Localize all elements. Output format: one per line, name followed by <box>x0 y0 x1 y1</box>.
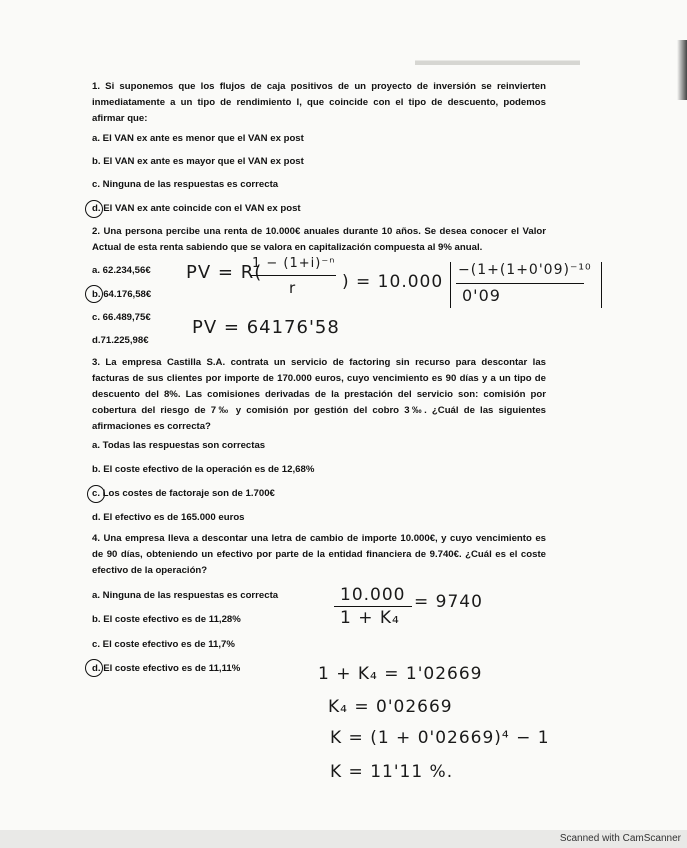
question-1-text: 1. Si suponemos que los flujos de caja positivos de un proyecto de inversión se reinvierten inmediatamente a un tipo de rendimiento I, que coincide con el tipo de descuento, podemos afirmar que: <box>92 81 546 124</box>
q2-option-c: c. 66.489,75€ <box>92 312 151 323</box>
hw-q2-bracket-bar <box>456 283 584 284</box>
q3-option-b: b. El coste efectivo de la operación es de 12,68% <box>92 464 315 475</box>
hw-q4-fraction-numerator: 10.000 <box>340 585 406 605</box>
question-2-text: 2. Una persona percibe una renta de 10.000€ anuales durante 10 años. Se desea conocer el Valor Actual de esta renta sabiendo que se valora en capitalización compuesta al 9% anual. <box>92 226 546 253</box>
q1-option-c: c. Ninguna de las respuestas es correcta <box>92 179 279 190</box>
hw-q4-line-2: K₄ = 0'02669 <box>328 697 453 717</box>
q4-option-d: d. El coste efectivo es de 11,11% <box>92 663 241 674</box>
camscanner-footer: Scanned with CamScanner <box>559 833 681 844</box>
hw-q4-fraction-denominator: 1 + K₄ <box>340 608 400 628</box>
answer-circle-q2 <box>85 285 103 303</box>
hw-q2-fraction-bar <box>250 275 336 276</box>
hw-q4-line-3: K = (1 + 0'02669)⁴ − 1 <box>330 728 550 748</box>
hw-q2-bracket-numerator: −(1+(1+0'09)⁻¹⁰ <box>458 262 592 278</box>
question-4-text: 4. Una empresa lleva a descontar una letra de cambio de importe 10.000€, y cuyo vencimiento es de 90 días, obteniendo un efectivo por parte de la entidad financiera de 9.740€. ¿Cuál es el coste efectivo de la operación? <box>92 533 546 576</box>
q1-option-b: b. El VAN ex ante es mayor que el VAN ex post <box>92 156 304 167</box>
page-edge-shadow <box>677 40 687 100</box>
hw-q2-formula-right: ) = 10.000 <box>342 272 444 292</box>
hw-q2-formula-left: PV = R( <box>186 262 263 283</box>
q4-option-c: c. El coste efectivo es de 11,7% <box>92 639 235 650</box>
q1-option-d: d. El VAN ex ante coincide con el VAN ex post <box>92 203 301 214</box>
answer-circle-q4 <box>85 659 103 677</box>
question-3-text: 3. La empresa Castilla S.A. contrata un servicio de factoring sin recurso para descontar las facturas de sus clientes por importe de 170.000 euros, cuyo vencimiento es 90 días y a un tipo de descuento del 8%. Las comisiones derivadas de la prestación del servicio son: comisión por cobertura del riesgo de 7‰ y comisión por gestión del cobro 3‰. ¿Cuál de las siguientes afirmaciones es correcta? <box>92 357 546 432</box>
bleed-through-shadow: ▬▬▬▬▬▬▬▬▬▬▬ <box>415 52 580 69</box>
q3-option-c: c. Los costes de factoraje son de 1.700€ <box>92 488 275 499</box>
hw-q4-line-4: K = 11'11 %. <box>330 762 454 782</box>
q2-option-b: b. 64.176,58€ <box>92 289 152 300</box>
q4-option-b: b. El coste efectivo es de 11,28% <box>92 614 241 625</box>
q4-option-a: a. Ninguna de las respuestas es correcta <box>92 590 279 601</box>
q1-option-a: a. El VAN ex ante es menor que el VAN ex post <box>92 133 304 144</box>
q3-option-d: d. El efectivo es de 165.000 euros <box>92 512 245 523</box>
hw-q4-line-1: 1 + K₄ = 1'02669 <box>318 664 483 684</box>
q2-option-a: a. 62.234,56€ <box>92 265 151 276</box>
hw-q2-formula-denominator: r <box>289 279 297 297</box>
q2-option-d: d.71.225,98€ <box>92 335 149 346</box>
hw-q2-bracket-denominator: 0'09 <box>462 286 501 305</box>
answer-circle-q1 <box>85 200 103 218</box>
hw-q4-fraction-result: = 9740 <box>414 592 483 612</box>
q3-option-a: a. Todas las respuestas son correctas <box>92 440 266 451</box>
answer-circle-q3 <box>87 485 105 503</box>
hw-q2-result: PV = 64176'58 <box>192 317 340 338</box>
hw-q2-formula-numerator: 1 − (1+i)⁻ⁿ <box>252 256 336 271</box>
hw-q4-fraction-bar <box>334 606 412 607</box>
